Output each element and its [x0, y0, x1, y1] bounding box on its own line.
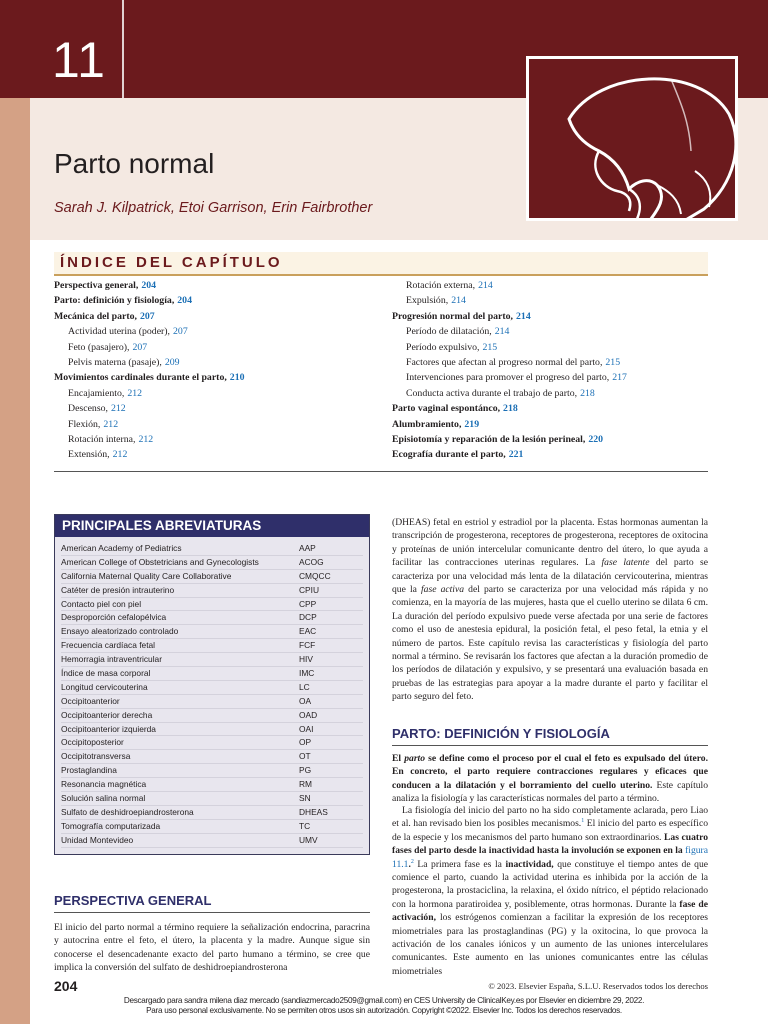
abbreviation-term: Ensayo aleatorizado controlado — [61, 626, 179, 637]
abbreviation-code: CPP — [299, 598, 317, 609]
toc-page-link[interactable]: 209 — [164, 357, 180, 369]
abbreviation-row — [61, 681, 363, 695]
toc-page-link[interactable]: 207 — [132, 341, 148, 353]
perspectiva-body: El inicio del parto normal a término requiere la señalización endocrina, paracrina y autocrina entre el feto, el útero, la placenta y la madre. Aunque sigue sin conocerse el desencadenante exacto del parto humano a término, se cree que implica la conversión del sulfato de deshidroepiandrosterona — [54, 922, 370, 974]
download-note: Descargado para sandra milena diaz mercado (sandiazmercado2509@gmail.com) en CES University de ClinicalKey.es por Elsevier en diciembre 29, 2022. Para uso personal exclusivamente. No se permiten otros usos sin autorización. Copyright ©2022. Elsevier Inc. Todos los derechos reservados. — [123, 996, 645, 1015]
toc-page-link[interactable]: 207 — [139, 310, 155, 322]
abbreviation-row — [61, 806, 363, 820]
left-margin-strip — [0, 98, 30, 1024]
toc-entry[interactable]: Episiotomía y reparación de la lesión perineal, 220 — [392, 434, 604, 446]
abbreviation-term: Solución salina normal — [61, 793, 146, 804]
chapter-number-box — [0, 0, 122, 98]
abbreviation-term: Desproporción cefalopélvica — [61, 612, 167, 623]
toc-page-link[interactable]: 204 — [177, 295, 192, 307]
toc-entry[interactable]: Período expulsivo, 215 — [406, 341, 498, 353]
abbreviation-row — [61, 834, 363, 848]
right-paragraph-3: La fisiología del inicio del parto no ha sido completamente aclarada, pero Liao et al. han revisado bien los posibles mecanismos.$^1$ El inicio del parto es específico de la especie y los mecanismos del parto humano son extraordinarios. Las cuatro fases del parto desde la inactividad hasta la involución se exponen en la figura 11.1.$^2$ La primera fase es la inactividad, que constituye el tiempo antes de que comience el parto, cuando la actividad uterina es inhibida por la acción de la progesterona, la prostaciclina, la relaxina, el óxido nítrico, el péptido relacionado con la hormona paratiroidea y, posiblemente, otras hormonas. Durante la fase de activación, los estrógenos comienzan a facilitar la expresión de los receptores miometriales para las prostaglandinas (PG) y la oxitocina, lo que provoca la activación de los canales iónicos y un aumento de las uniones intercelulares comunicantes. Este aumento en las uniones comunicantes entre las células miometriales — [392, 805, 709, 977]
perspectiva-heading: PERSPECTIVA GENERAL — [54, 893, 370, 913]
copyright-notice: © 2023. Elsevier España, S.L.U. Reservados todos los derechos — [488, 981, 708, 991]
toc-entry[interactable]: Descenso, 212 — [68, 403, 126, 415]
toc-entry[interactable]: Feto (pasajero), 207 — [68, 341, 148, 353]
abbreviation-code: IMC — [299, 668, 315, 679]
toc-page-link[interactable]: 218 — [580, 387, 595, 399]
abbreviation-code: AAP — [299, 543, 316, 553]
toc-entry[interactable]: Parto: definición y fisiología, 204 — [54, 295, 192, 307]
abbreviation-row — [61, 653, 363, 667]
abbreviation-row — [61, 570, 363, 584]
abbreviation-code: CPIU — [299, 584, 320, 595]
fetal-head-icon — [529, 59, 738, 221]
toc-entry[interactable]: Movimientos cardinales durante el parto, 210 — [54, 372, 245, 384]
abbreviation-term: Prostaglandina — [61, 765, 117, 776]
abbreviation-term: Occipitoanterior — [61, 695, 120, 706]
toc-page-link[interactable]: 210 — [229, 372, 245, 384]
abbreviation-code: HIV — [299, 654, 313, 665]
toc-page-link[interactable]: 220 — [588, 434, 604, 446]
abbreviation-row — [61, 598, 363, 612]
parto-heading: PARTO: DEFINICIÓN Y FISIOLOGÍA — [392, 726, 708, 746]
abbreviation-code: OAI — [299, 723, 314, 734]
abbreviation-row — [61, 611, 363, 625]
abbreviation-row — [61, 542, 363, 556]
abbreviation-term: Sulfato de deshidroepiandrosterona — [61, 806, 194, 817]
toc-page-link[interactable]: 219 — [464, 418, 480, 430]
abbreviation-code: DCP — [299, 612, 317, 623]
index-heading: ÍNDICE DEL CAPÍTULO — [60, 254, 283, 271]
right-paragraph-1: (DHEAS) fetal en estriol y estradiol por la placenta. Estas hormonas aumentan la transcripción de progesterona, receptores de progesterona, receptores de oxitocina y proteínas de unión intercelular comunicante dentro del útero, lo que ayuda a facilitar las contracciones uterinas regulares. La fase latente del parto se caracteriza por una velocidad más lenta de la dilatación cervicouterina, mientras que la fase activa del parto se caracteriza por una velocidad más rápida y no comienza, en la mayoría de las mujeres, hasta que el cuello uterino se dilata 6 cm. La duración del período expulsivo puede verse afectada por una serie de factores como el uso de anestesia epidural, la posición fetal, el peso fetal, la etnia y el número de partos. Este capítulo revisa las características y fisiología del parto normal a término. Se revisarán los factores que afectan a la duración promedio de los períodos de dilatación y expulsivo, y se presentará una evaluación basada en pruebas de las estrategias para apoyar a la madre durante el parto y facilitar el parto seguro del feto. — [392, 517, 708, 703]
toc-entry[interactable]: Parto vaginal espontánco, 218 — [392, 403, 518, 415]
abbreviation-row — [61, 792, 363, 806]
abbreviation-code: OP — [299, 737, 312, 748]
toc-page-link[interactable]: 215 — [482, 341, 498, 353]
toc-page-link[interactable]: 217 — [612, 372, 627, 384]
chapter-number: 11 — [52, 32, 106, 88]
toc-page-link[interactable]: 212 — [112, 449, 128, 461]
chapter-divider — [122, 0, 124, 98]
abbreviation-row — [61, 820, 363, 834]
abbreviation-code: ACOG — [299, 556, 324, 567]
abbreviations-heading: PRINCIPALES ABREVIATURAS — [55, 515, 369, 537]
abbreviation-code: OT — [299, 751, 311, 762]
abbreviation-row — [61, 695, 363, 709]
abbreviations-list — [55, 537, 369, 848]
abbreviation-row — [61, 736, 363, 750]
abbreviation-term: Occipitoposterior — [61, 737, 124, 748]
abbreviation-row — [61, 709, 363, 723]
abbreviation-term: California Maternal Quality Care Collaborative — [61, 570, 232, 581]
abbreviation-term: Tomografía computarizada — [61, 820, 161, 831]
toc-entry[interactable]: Progresión normal del parto, 214 — [392, 310, 531, 322]
abbreviation-code: PG — [299, 765, 312, 776]
abbreviation-code: FCF — [299, 640, 316, 651]
abbreviation-row — [61, 723, 363, 737]
toc-page-link[interactable]: 214 — [451, 295, 466, 307]
abbreviation-term: Unidad Montevideo — [61, 834, 134, 845]
abbreviation-term: Occipitotransversa — [61, 751, 131, 762]
toc-page-link[interactable]: 214 — [516, 310, 531, 322]
toc-entry[interactable]: Expulsión, 214 — [406, 295, 466, 307]
toc-page-link[interactable]: 212 — [138, 434, 154, 446]
toc-page-link[interactable]: 218 — [503, 403, 518, 415]
toc-entry[interactable]: Alumbramiento, 219 — [392, 418, 480, 430]
toc-page-link[interactable]: 207 — [173, 326, 188, 338]
abbreviation-row — [61, 667, 363, 681]
fetal-head-illustration — [526, 56, 738, 221]
toc-entry[interactable]: Pelvis materna (pasaje), 209 — [68, 357, 180, 369]
toc-left-column — [54, 278, 384, 463]
abbreviation-row — [61, 584, 363, 598]
toc-entry[interactable]: Mecánica del parto, 207 — [54, 310, 155, 322]
toc-entry[interactable]: Conducta activa durante el trabajo de parto, 218 — [406, 387, 595, 399]
abbreviation-code: UMV — [299, 834, 318, 845]
toc-page-link[interactable]: 204 — [141, 280, 157, 291]
abbreviation-term: Contacto piel con piel — [61, 598, 142, 609]
toc-entry[interactable]: Ecografía durante el parto, 221 — [392, 449, 524, 461]
chapter-authors: Sarah J. Kilpatrick, Etoi Garrison, Erin Fairbrother — [54, 200, 373, 216]
abbreviation-term: Frecuencia cardíaca fetal — [61, 640, 156, 651]
toc-entry[interactable]: Factores que afectan al progreso normal del parto, 215 — [406, 357, 621, 369]
abbreviation-code: OAD — [299, 709, 318, 720]
abbreviation-code: SN — [299, 793, 311, 804]
abbreviation-term: American College of Obstetricians and Gynecologists — [61, 556, 259, 567]
abbreviation-code: CMQCC — [299, 570, 331, 581]
abbreviation-code: EAC — [299, 626, 317, 637]
abbreviation-term: Resonancia magnética — [61, 779, 147, 790]
toc-page-link[interactable]: 212 — [127, 387, 143, 399]
figure-link[interactable]: figura 11.1 — [392, 845, 708, 870]
abbreviation-code: OA — [299, 695, 312, 706]
toc-entry[interactable]: Flexión, 212 — [68, 418, 119, 430]
right-paragraph-2: El parto se define como el proceso por el cual el feto es expulsado del útero. En concreto, el parto requiere contracciones regulares y eficaces que conducen a la dilatación y el borramiento del cuello uterino. Este capítulo analiza la fisiología y las características normales del parto a término. — [392, 753, 709, 805]
chapter-title: Parto normal — [54, 148, 215, 179]
page-number: 204 — [54, 978, 78, 994]
toc-page-link[interactable]: 214 — [494, 326, 510, 338]
abbreviation-term: Catéter de presión intrauterino — [61, 584, 175, 595]
toc-page-link[interactable]: 212 — [103, 418, 119, 430]
abbreviation-term: American Academy of Pediatrics — [61, 543, 182, 553]
toc-entry[interactable]: Actividad uterina (poder), 207 — [68, 326, 188, 338]
toc-entry[interactable]: Intervenciones para promover el progreso del parto, 217 — [406, 372, 627, 384]
abbreviation-term: Índice de masa corporal — [61, 668, 151, 679]
abbreviation-code: TC — [299, 820, 311, 831]
abbreviation-code: RM — [299, 779, 313, 790]
toc-entry[interactable]: Rotación externa, 214 — [406, 280, 493, 291]
abbreviations-box — [54, 514, 370, 855]
abbreviation-code: LC — [299, 681, 310, 692]
abbreviation-code: DHEAS — [299, 806, 328, 817]
toc-page-link[interactable]: 221 — [508, 449, 524, 461]
index-heading-bar — [54, 252, 708, 276]
abbreviation-term: Occipitoanterior derecha — [61, 709, 153, 720]
abbreviation-row — [61, 778, 363, 792]
index-divider — [54, 471, 708, 472]
abbreviation-row — [61, 556, 363, 570]
abbreviation-term: Hemorragia intraventricular — [61, 654, 163, 665]
toc-entry[interactable]: Rotación interna, 212 — [68, 434, 154, 446]
toc-page-link[interactable]: 212 — [111, 403, 126, 415]
abbreviation-term: Longitud cervicouterina — [61, 681, 148, 692]
abbreviation-row — [61, 625, 363, 639]
toc-entry[interactable]: Encajamiento, 212 — [68, 387, 143, 399]
toc-entry[interactable]: Período de dilatación, 214 — [406, 326, 510, 338]
toc-entry[interactable]: Perspectiva general, 204 — [54, 280, 157, 291]
toc-page-link[interactable]: 215 — [605, 357, 621, 369]
abbreviation-row — [61, 750, 363, 764]
toc-entry[interactable]: Extensión, 212 — [68, 449, 128, 461]
abbreviation-row — [61, 639, 363, 653]
toc-page-link[interactable]: 214 — [478, 280, 493, 291]
abbreviation-row — [61, 764, 363, 778]
toc-right-column — [392, 278, 712, 463]
abbreviation-term: Occipitoanterior izquierda — [61, 723, 156, 734]
